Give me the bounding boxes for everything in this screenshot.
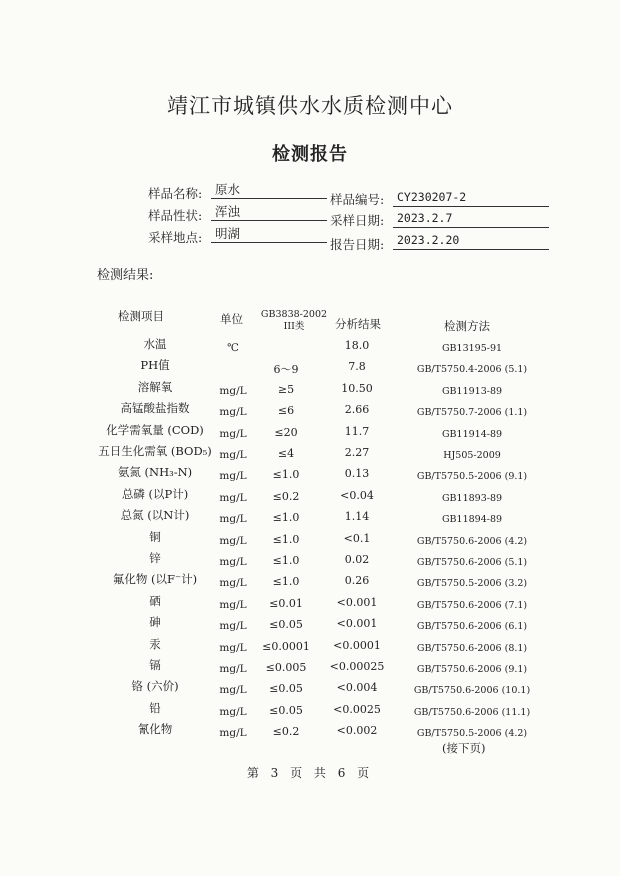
- result-cell: 10.50: [341, 381, 373, 395]
- item-cell: 铬 (六价): [131, 679, 179, 694]
- item-cell: 氟化物 (以F⁻计): [112, 572, 198, 587]
- method-cell: GB/T5750.6-2006 (4.2): [416, 535, 528, 547]
- sample-nature-value: 浑浊: [211, 203, 327, 221]
- method-cell: GB/T5750.6-2006 (9.1): [416, 664, 528, 675]
- item-cell: 溶解氧: [137, 379, 173, 394]
- result-cell: 2.27: [344, 446, 370, 459]
- standard-cell: ≤0.2: [272, 725, 300, 739]
- item-cell: 铜: [149, 529, 161, 544]
- standard-cell: ≤0.05: [269, 682, 303, 696]
- table-row: [0, 657, 620, 677]
- item-cell: 汞: [149, 636, 161, 651]
- item-cell: 硒: [149, 593, 161, 608]
- standard-cell: ≤0.2: [272, 489, 300, 503]
- table-row: [0, 357, 620, 377]
- item-cell: 化学需氧量 (COD): [106, 422, 204, 437]
- table-row: [0, 614, 620, 634]
- header-standard: [258, 309, 330, 333]
- sampling-site-value: 明湖: [211, 225, 327, 243]
- standard-cell: ≤0.0001: [262, 639, 310, 653]
- item-cell: 总氮 (以N计): [120, 508, 190, 523]
- unit-cell: mg/L: [219, 620, 247, 633]
- result-cell: <0.004: [336, 681, 378, 695]
- table-row: [0, 422, 620, 442]
- result-cell: <0.1: [343, 531, 371, 545]
- result-cell: 2.66: [344, 403, 370, 417]
- table-row: [0, 336, 620, 356]
- method-cell: GB/T5750.7-2006 (1.1): [416, 407, 528, 419]
- item-cell: 高锰酸盐指数: [120, 401, 190, 416]
- standard-cell: ≤0.01: [269, 596, 303, 610]
- unit-cell: mg/L: [219, 556, 247, 568]
- unit-cell: mg/L: [219, 427, 247, 440]
- page-footer: 第 3 页 共 6 页: [246, 766, 374, 780]
- unit-cell: mg/L: [219, 577, 247, 590]
- method-cell: GB/T5750.5-2006 (4.2): [416, 728, 528, 740]
- standard-cell: ≤6: [277, 404, 295, 418]
- result-cell: 11.7: [344, 424, 370, 438]
- method-cell: GB/T5750.6-2006 (10.1): [413, 685, 531, 697]
- result-cell: <0.04: [340, 488, 374, 502]
- table-row: [0, 636, 620, 656]
- result-cell: 0.26: [344, 574, 370, 588]
- header-standard-line1: GB3838-2002: [260, 309, 328, 320]
- unit-cell: mg/L: [219, 534, 247, 547]
- sampling-date-value: 2023.2.7: [393, 210, 549, 228]
- sampling-date-label: 采样日期:: [330, 213, 385, 228]
- item-cell: PH值: [140, 358, 170, 373]
- sampling-site-label: 采样地点:: [148, 230, 203, 245]
- result-cell: <0.0025: [333, 702, 381, 716]
- item-cell: 铅: [149, 700, 161, 715]
- table-row: [0, 721, 620, 741]
- standard-cell: ≥5: [277, 382, 295, 396]
- result-cell: 1.14: [344, 510, 370, 524]
- result-cell: 0.02: [344, 553, 370, 566]
- method-cell: GB11893-89: [441, 492, 503, 504]
- unit-cell: mg/L: [219, 513, 247, 526]
- unit-cell: mg/L: [219, 449, 247, 461]
- unit-cell: mg/L: [219, 470, 247, 483]
- item-cell: 镉: [149, 658, 161, 672]
- table-row: [0, 464, 620, 484]
- item-cell: 锌: [149, 551, 161, 565]
- result-cell: 7.8: [348, 360, 366, 374]
- table-row: [0, 507, 620, 527]
- table-row: [0, 400, 620, 420]
- item-cell: 氨氮 (NH₃-N): [117, 465, 193, 480]
- method-cell: GB11913-89: [441, 385, 503, 397]
- header-item: 检测项目: [118, 309, 164, 323]
- unit-cell: mg/L: [219, 491, 247, 504]
- results-heading: 检测结果:: [97, 268, 154, 283]
- method-cell: GB/T5750.4-2006 (5.1): [416, 364, 528, 376]
- standard-cell: ≤1.0: [272, 532, 300, 546]
- standard-cell: ≤1.0: [272, 468, 300, 482]
- sample-name-value: 原水: [211, 181, 327, 199]
- table-row: [0, 571, 620, 591]
- item-cell: 砷: [149, 615, 161, 630]
- method-cell: GB/T5750.6-2006 (8.1): [416, 642, 528, 654]
- sample-nature-label: 样品性状:: [148, 208, 203, 223]
- report-date-label: 报告日期:: [330, 237, 385, 252]
- item-cell: 总磷 (以P计): [121, 486, 189, 501]
- table-row: [0, 678, 620, 698]
- standard-cell: ≤0.05: [269, 618, 303, 632]
- method-cell: GB11914-89: [441, 428, 503, 440]
- standard-cell: 6～9: [273, 363, 299, 377]
- header-method: 检测方法: [444, 319, 490, 333]
- header-unit: 单位: [220, 312, 243, 326]
- standard-cell: ≤0.05: [269, 703, 303, 717]
- standard-cell: ≤20: [274, 425, 298, 439]
- result-cell: <0.00025: [329, 660, 385, 673]
- method-cell: GB13195-91: [441, 343, 503, 354]
- result-cell: <0.001: [336, 617, 378, 631]
- organization-title: 靖江市城镇供水水质检测中心: [167, 94, 453, 118]
- item-cell: 水温: [143, 337, 167, 351]
- unit-cell: ℃: [227, 342, 239, 354]
- header-result: 分析结果: [335, 317, 381, 331]
- method-cell: GB/T5750.6-2006 (11.1): [413, 706, 531, 718]
- sample-no-value: CY230207-2: [393, 189, 549, 207]
- standard-cell: ≤4: [277, 447, 295, 460]
- table-row: [0, 443, 620, 463]
- unit-cell: mg/L: [219, 727, 247, 740]
- method-cell: GB/T5750.5-2006 (3.2): [416, 578, 528, 590]
- result-cell: 0.13: [344, 467, 370, 481]
- unit-cell: mg/L: [219, 663, 247, 675]
- item-cell: 五日生化需氧 (BOD₅): [98, 444, 212, 458]
- table-row: [0, 379, 620, 399]
- unit-cell: mg/L: [219, 384, 247, 397]
- unit-cell: mg/L: [219, 641, 247, 654]
- method-cell: GB/T5750.5-2006 (9.1): [416, 471, 528, 483]
- sample-name-label: 样品名称:: [148, 186, 203, 201]
- method-cell: GB/T5750.6-2006 (5.1): [416, 557, 528, 568]
- standard-cell: ≤1.0: [272, 554, 300, 567]
- table-row: [0, 486, 620, 506]
- result-cell: <0.0001: [333, 638, 381, 652]
- continued-note: (接下页): [442, 741, 486, 755]
- unit-cell: mg/L: [219, 406, 247, 419]
- method-cell: HJ505-2009: [443, 450, 501, 461]
- result-cell: 18.0: [344, 339, 370, 352]
- unit-cell: mg/L: [219, 598, 247, 611]
- report-date-value: 2023.2.20: [393, 232, 549, 250]
- standard-cell: ≤1.0: [272, 511, 300, 525]
- report-title: 检测报告: [272, 144, 348, 165]
- standard-cell: ≤1.0: [272, 575, 300, 589]
- sample-no-label: 样品编号:: [330, 192, 385, 207]
- table-row: [0, 593, 620, 613]
- method-cell: GB/T5750.6-2006 (6.1): [416, 621, 528, 633]
- item-cell: 氰化物: [137, 722, 173, 737]
- table-row: [0, 529, 620, 549]
- method-cell: GB/T5750.6-2006 (7.1): [416, 599, 528, 611]
- method-cell: GB11894-89: [441, 514, 503, 526]
- unit-cell: mg/L: [219, 684, 247, 697]
- result-cell: <0.001: [336, 595, 378, 609]
- result-cell: <0.002: [336, 724, 378, 738]
- header-standard-line2: III类: [283, 321, 305, 332]
- standard-cell: ≤0.005: [265, 661, 307, 674]
- table-row: [0, 550, 620, 570]
- unit-cell: mg/L: [219, 705, 247, 718]
- table-row: [0, 700, 620, 720]
